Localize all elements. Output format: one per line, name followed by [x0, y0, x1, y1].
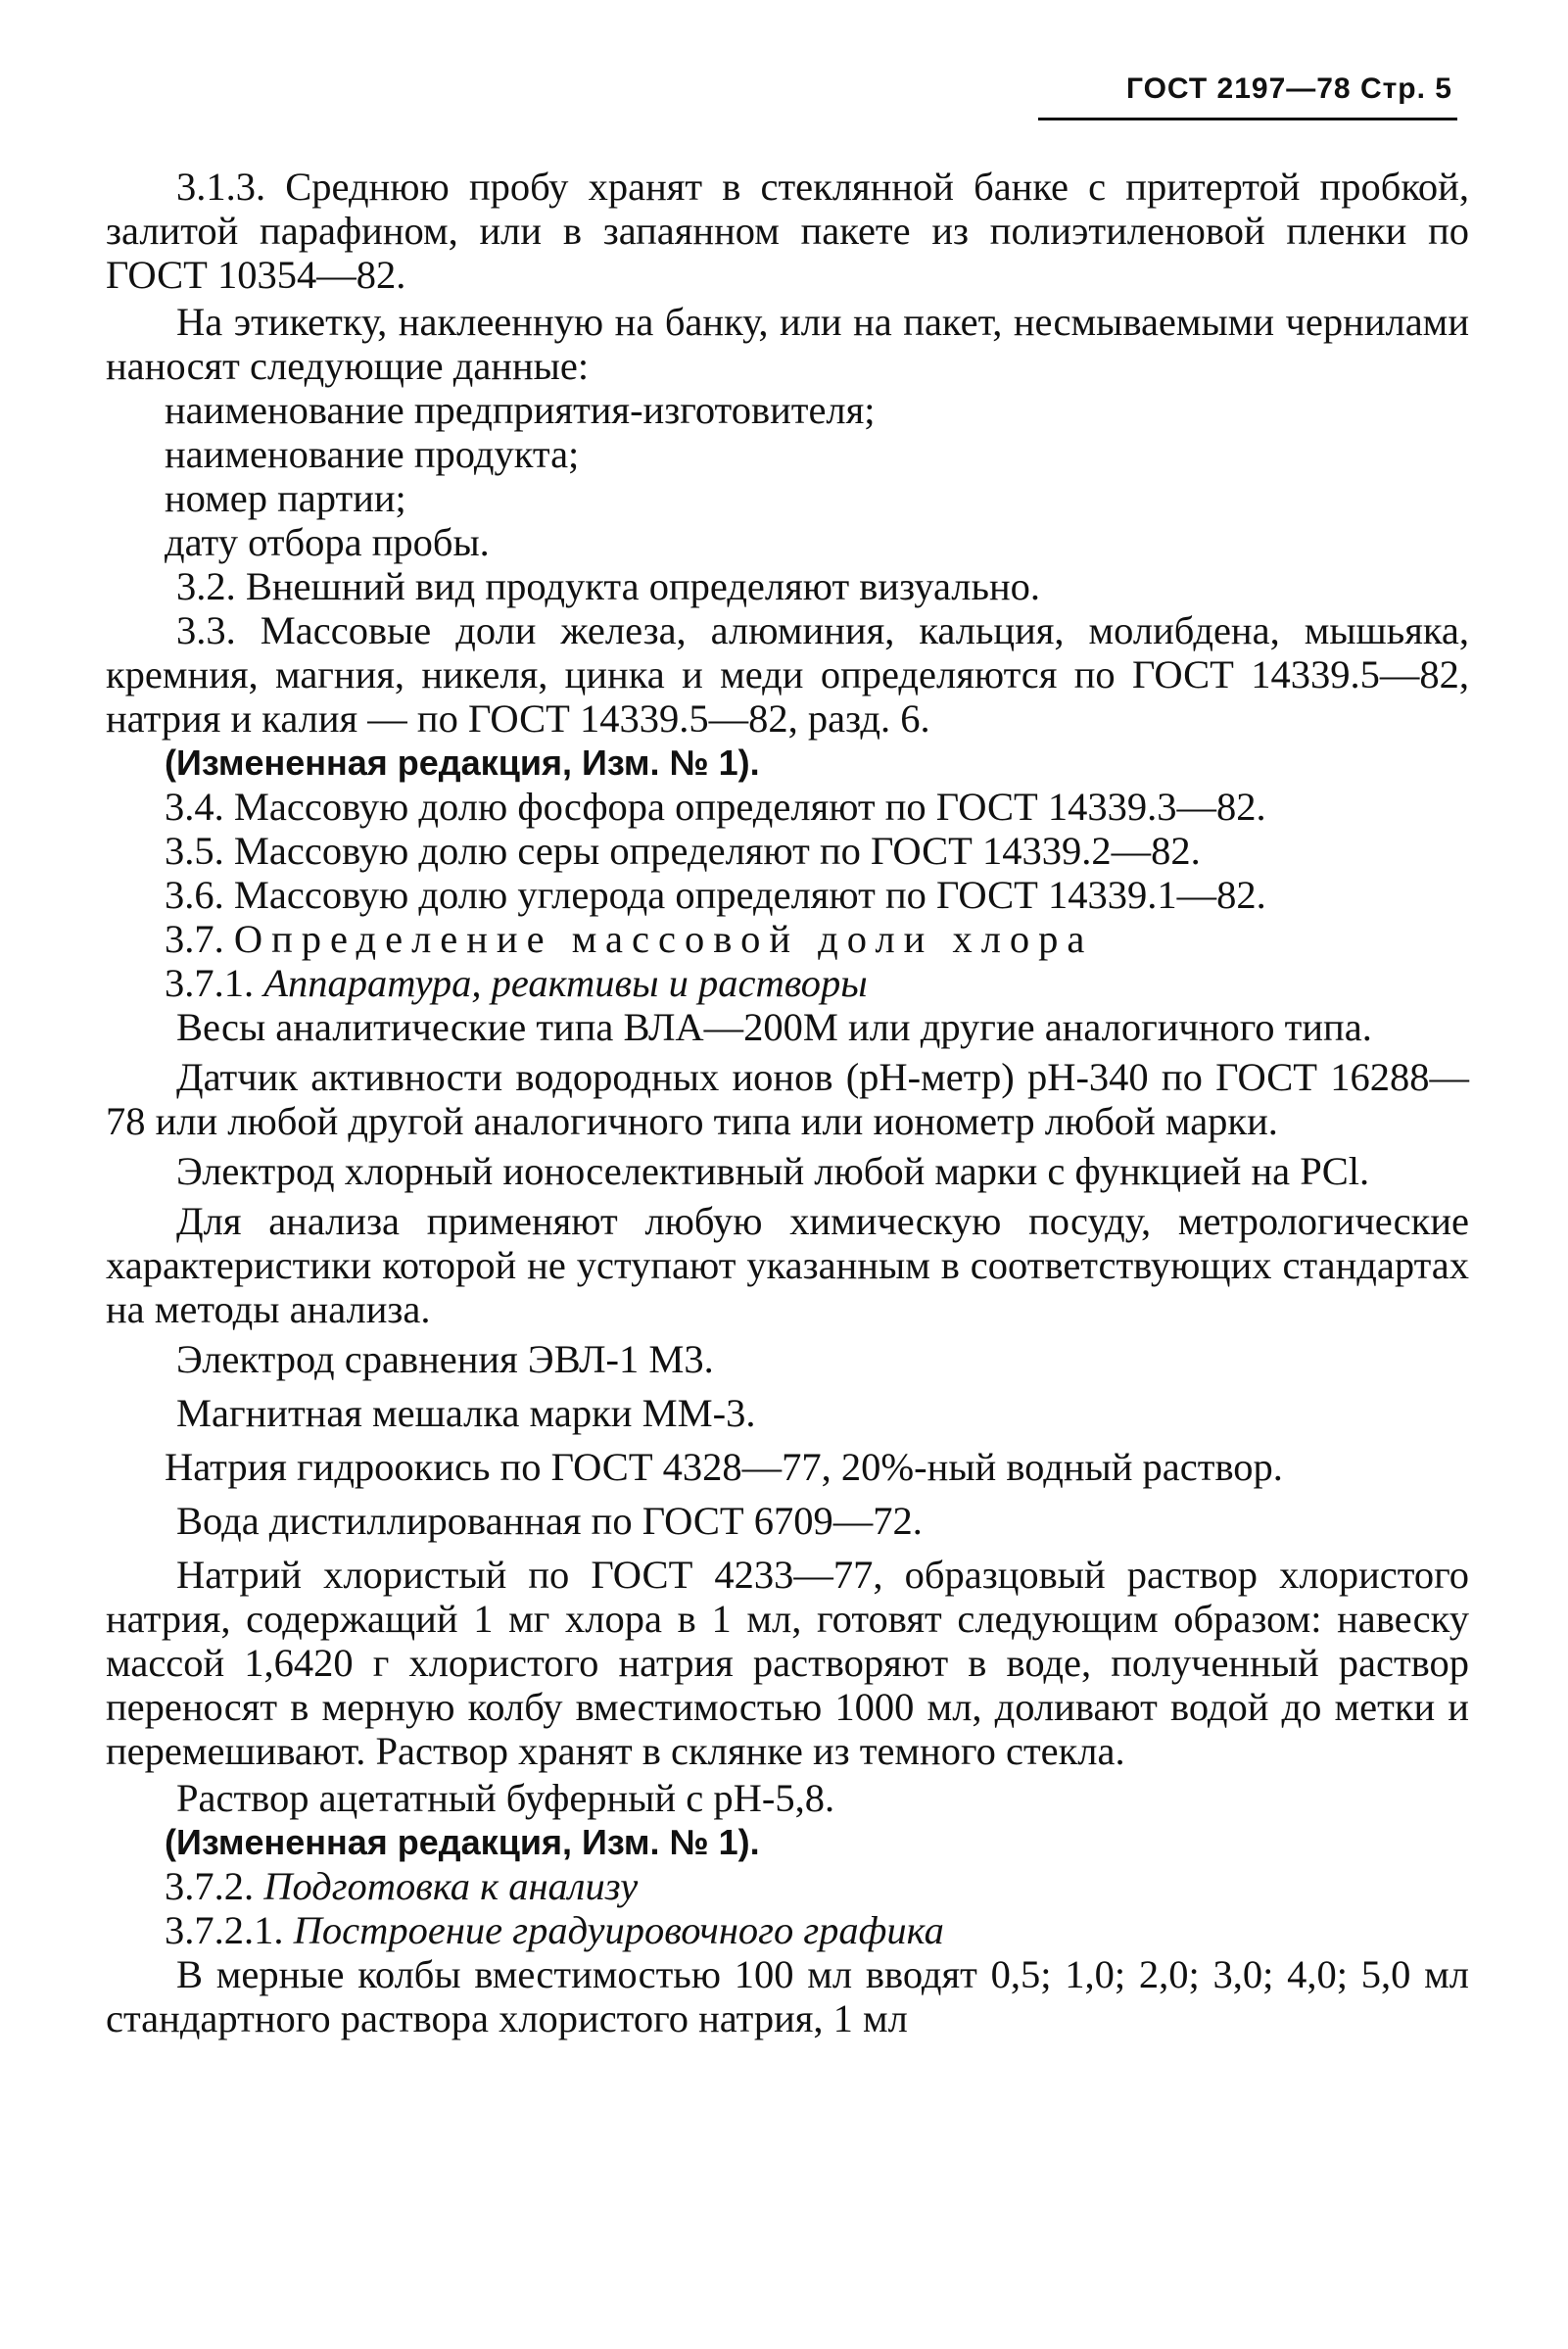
- paragraph-label-data: На этикетку, наклеенную на банку, или на пакет, несмываемыми чернилами наносят следующие данные:: [106, 300, 1469, 388]
- subsection-heading-3-7-2: [106, 1864, 1469, 1908]
- paragraph-reference-electrode: Электрод сравнения ЭВЛ-1 М3.: [176, 1337, 714, 1381]
- paragraph-3-5: 3.5. Массовую долю серы определяют по ГОСТ 14339.2—82.: [165, 829, 1201, 873]
- page-header: ГОСТ 2197—78 Стр. 5: [1125, 72, 1452, 105]
- paragraph-3-4: 3.4. Массовую долю фосфора определяют по ГОСТ 14339.3—82.: [165, 785, 1266, 829]
- subsection-number: 3.7.2.1.: [165, 1908, 284, 1952]
- list-item-product: наименование продукта;: [165, 432, 580, 476]
- subsection-number: 3.7.2.: [165, 1864, 255, 1908]
- paragraph-sodium-hydroxide: Натрия гидроокись по ГОСТ 4328—77, 20%-ный водный раствор.: [165, 1445, 1283, 1489]
- subsection-heading-3-7-1: [106, 961, 1469, 1005]
- header-rule: [1038, 118, 1457, 120]
- paragraph-3-1-3: 3.1.3. Среднюю пробу хранят в стеклянной банке с притертой пробкой, залитой парафином, или в запаянном пакете из полиэтиленовой пленки по ГОСТ 10354—82.: [106, 165, 1469, 297]
- paragraph-buffer-solution: Раствор ацетатный буферный с рН-5,8.: [176, 1776, 835, 1820]
- section-heading-3-7: [106, 917, 1469, 961]
- section-title: Определение массовой доли хлора: [233, 917, 1094, 961]
- subsection-heading-3-7-2-1: [106, 1908, 1469, 1952]
- list-item-manufacturer: наименование предприятия-изготовителя;: [165, 388, 876, 432]
- paragraph-sodium-chloride: Натрий хлористый по ГОСТ 4233—77, образцовый раствор хлористого натрия, содержащий 1 мг хлора в 1 мл, готовят следующим образом: навеску массой 1,6420 г хлористого натрия растворяют в воде, полученный раствор переносят в мерную колбу вместимостью 1000 мл, доливают водой до метки и перемешивают. Раствор хранят в склянке из темного стекла.: [106, 1553, 1469, 1773]
- paragraph-calibration: В мерные колбы вместимостью 100 мл вводят 0,5; 1,0; 2,0; 3,0; 4,0; 5,0 мл стандартного раствора хлористого натрия, 1 мл: [106, 1952, 1469, 2040]
- list-item-batch: номер партии;: [165, 476, 406, 520]
- paragraph-scales: Весы аналитические типа ВЛА—200М или другие аналогичного типа.: [176, 1005, 1372, 1049]
- document-body: [106, 165, 1469, 2040]
- paragraph-magnetic-stirrer: Магнитная мешалка марки ММ-3.: [176, 1391, 756, 1435]
- paragraph-glassware: Для анализа применяют любую химическую посуду, метрологические характеристики которой не уступают указанным в соответствующих стандартах на методы анализа.: [106, 1199, 1469, 1331]
- subsection-title: Подготовка к анализу: [263, 1864, 639, 1908]
- subsection-title: Построение градуировочного графика: [293, 1908, 944, 1952]
- paragraph-chlorine-electrode: Электрод хлорный ионоселективный любой марки с функцией на РCl.: [176, 1149, 1370, 1193]
- list-item-date: дату отбора пробы.: [165, 520, 490, 564]
- paragraph-3-2: 3.2. Внешний вид продукта определяют визуально.: [176, 564, 1041, 608]
- amendment-note-2: (Измененная редакция, Изм. № 1).: [165, 1822, 760, 1862]
- paragraph-3-3: 3.3. Массовые доли железа, алюминия, кальция, молибдена, мышьяка, кремния, магния, никеля, цинка и меди определяются по ГОСТ 14339.5—82, натрия и калия — по ГОСТ 14339.5—82, разд. 6.: [106, 608, 1469, 741]
- subsection-title: Аппаратура, реактивы и растворы: [263, 961, 868, 1005]
- paragraph-3-6: 3.6. Массовую долю углерода определяют по ГОСТ 14339.1—82.: [165, 873, 1266, 917]
- section-number: 3.7.: [165, 917, 224, 961]
- subsection-number: 3.7.1.: [165, 961, 255, 1005]
- amendment-note: (Измененная редакция, Изм. № 1).: [165, 743, 760, 783]
- paragraph-distilled-water: Вода дистиллированная по ГОСТ 6709—72.: [176, 1499, 923, 1543]
- paragraph-ph-meter: Датчик активности водородных ионов (рН-метр) рН-340 по ГОСТ 16288—78 или любой другой аналогичного типа или ионометр любой марки.: [106, 1055, 1469, 1143]
